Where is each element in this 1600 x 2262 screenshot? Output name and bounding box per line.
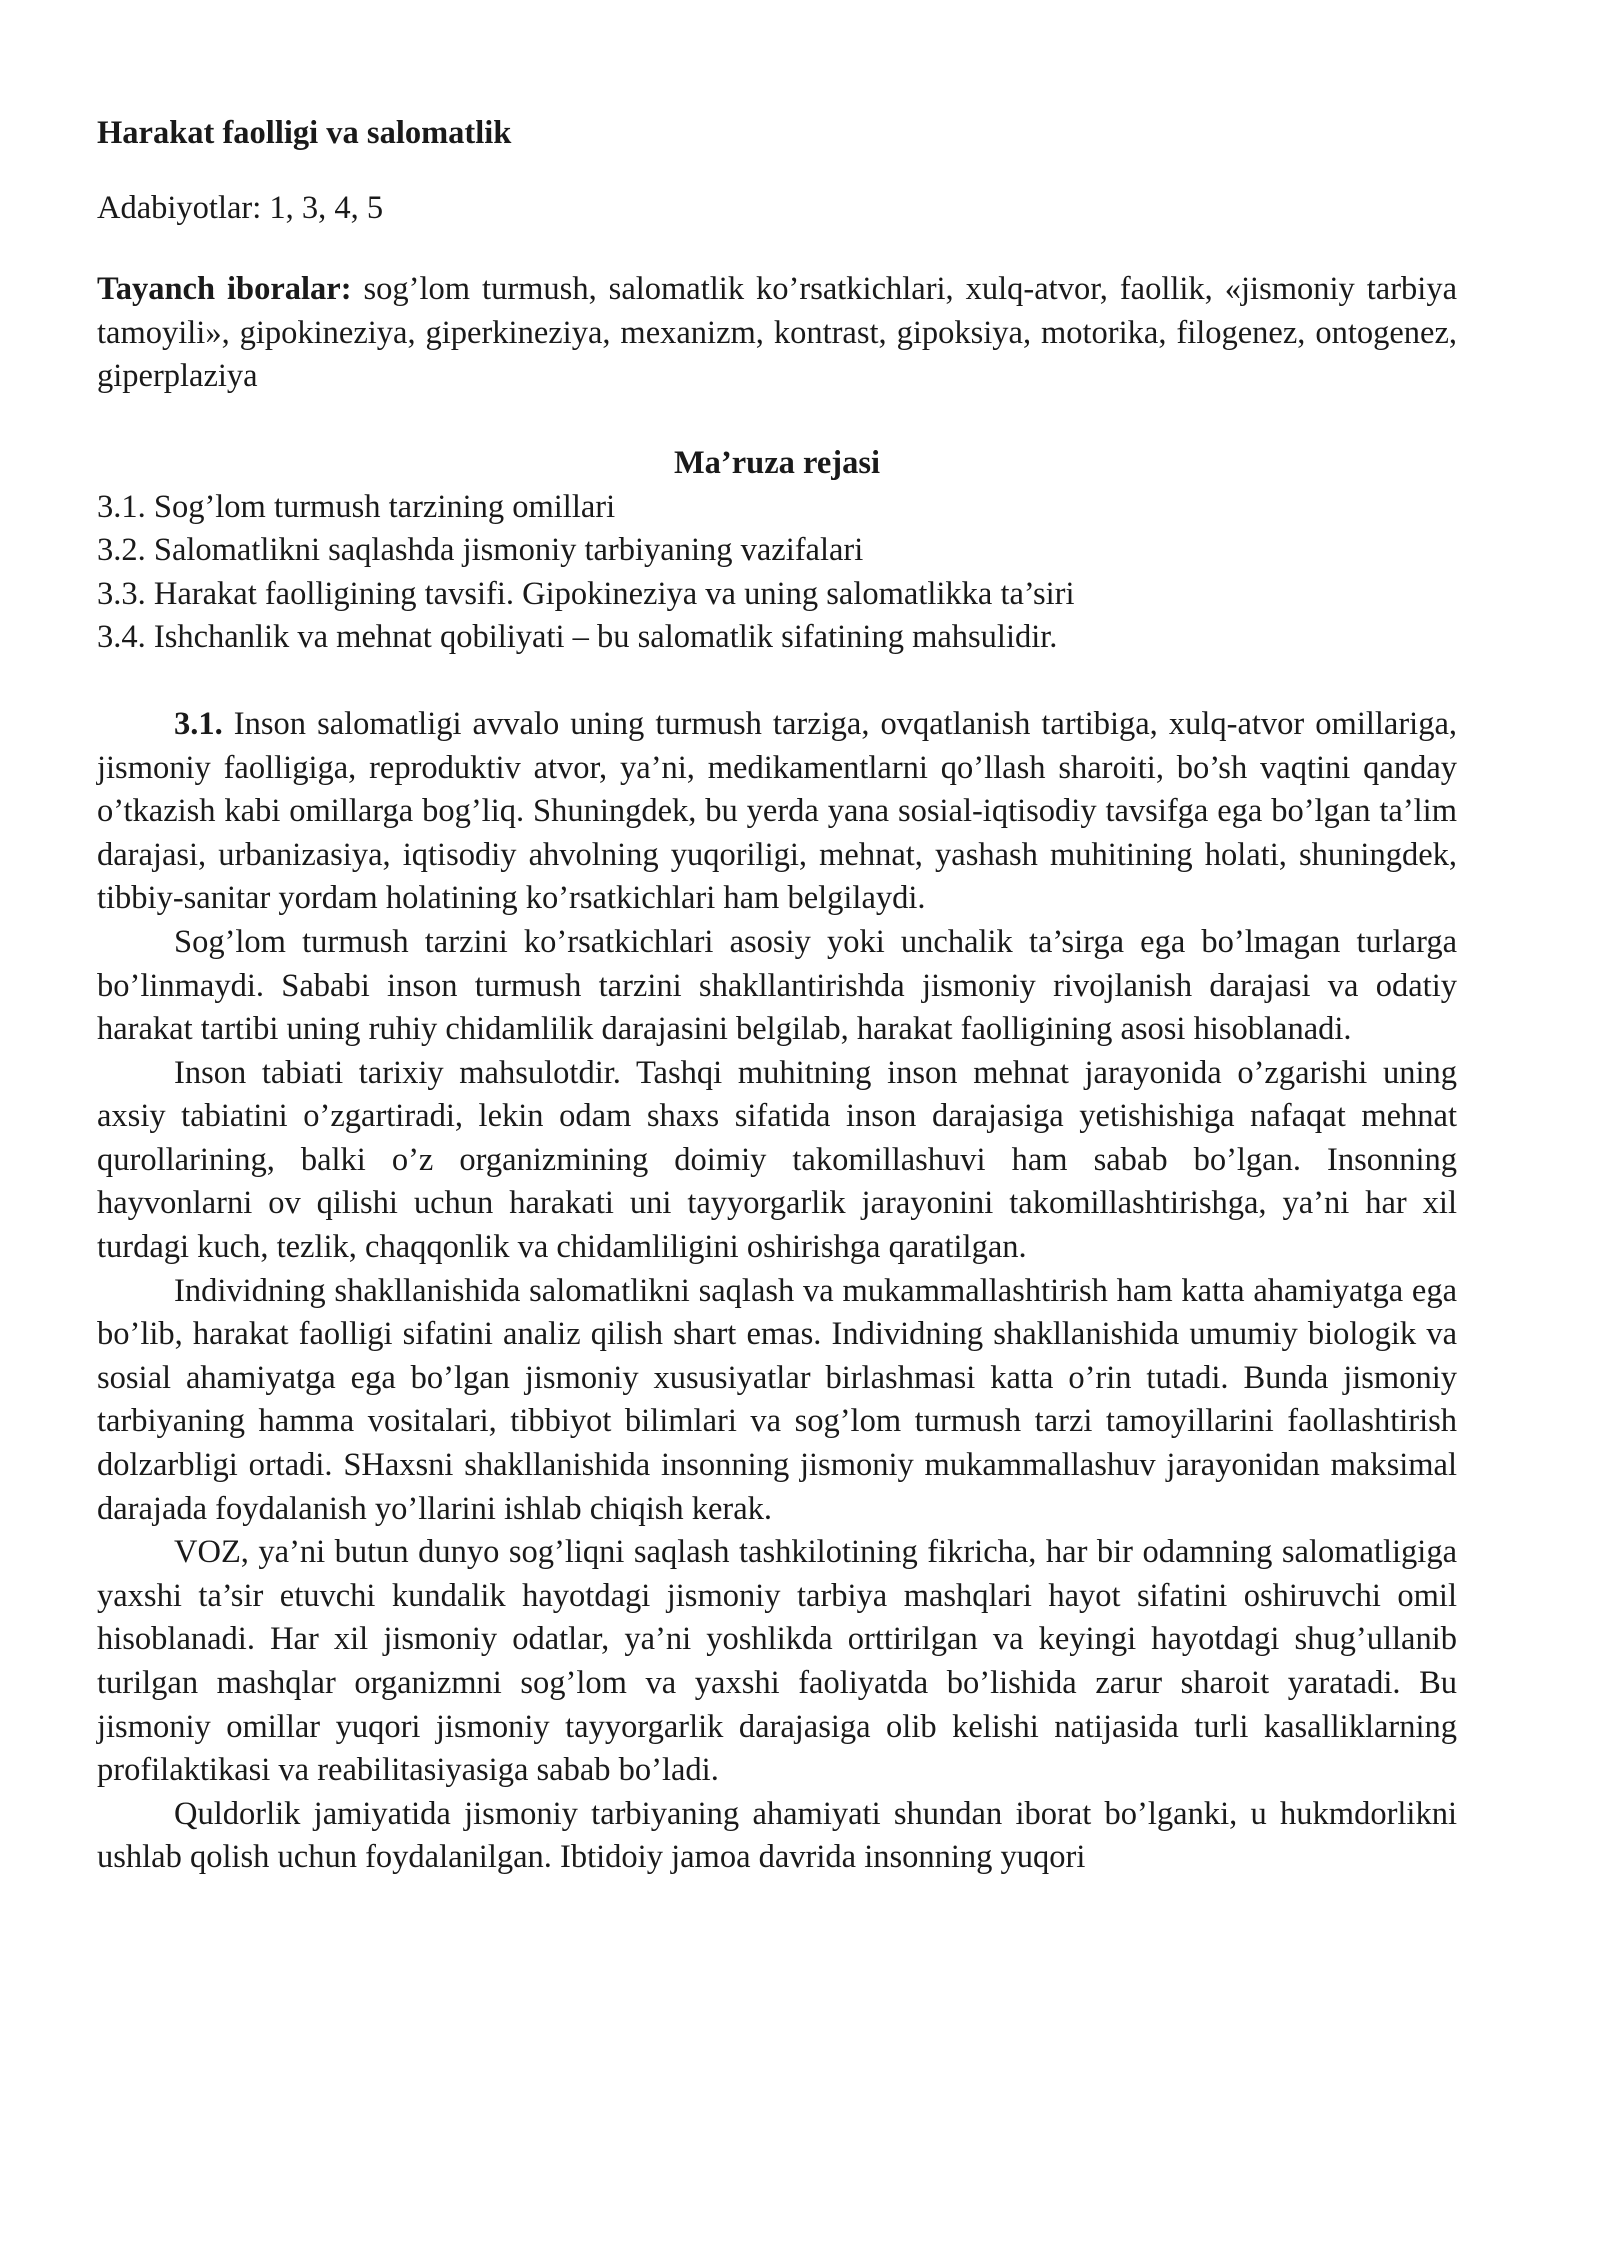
keywords-label: Tayanch iboralar: <box>97 271 352 308</box>
paragraph-text: Inson salomatligi avvalo uning turmush tarziga, ovqatlanish tartibiga, xulq-atvor omillariga, jismoniy faolligiga, reproduktiv atvor, ya’ni, medikamentlarni qo’llash sharoiti, bo’sh vaqtini qanday o’tkazish kabi omillarga bog’liq. Shuningdek, bu yerda yana sosial-iqtisodiy tavsifga ega bo’lgan ta’lim darajasi, urbanizasiya, iqtisodiy ahvolning yuqoriligi, mehnat, yashash muhitining holati, shuningdek, tibbiy-sanitar yordam holatining ko’rsatkichlari ham belgilaydi. <box>97 705 1457 917</box>
body-paragraph: Sog’lom turmush tarzini ko’rsatkichlari asosiy yoki unchalik ta’sirga ega bo’lmagan turlarga bo’linmaydi. Sababi inson turmush tarzini shakllantirishda jismoniy rivojlanish darajasi va odatiy harakat tartibi uning ruhiy chidamlilik darajasini belgilab, harakat faolligining asosi hisoblanadi. <box>97 923 1457 1048</box>
body-paragraph: Quldorlik jamiyatida jismoniy tarbiyaning ahamiyati shundan iborat bo’lganki, u hukmdorlikni ushlab qolish uchun foydalanilgan. Ibtidoiy jamoa davrida insonning yuqori <box>97 1795 1457 1876</box>
keywords-text: sog’lom turmush, salomatlik ko’rsatkichlari, xulq-atvor, faollik, «jismoniy tarbiya tamoyili», gipokineziya, giperkineziya, mexanizm, kontrast, gipoksiya, motorika, filogenez, ontogenez, giperplaziya <box>97 271 1457 395</box>
plan-item: 3.1. Sog’lom turmush tarzining omillari <box>97 488 616 525</box>
body-paragraph: Individning shakllanishida salomatlikni saqlash va mukammallashtirish ham katta ahamiyatga ega bo’lib, harakat faolligi sifatini analiz qilish shart emas. Individning shakllanishida umumiy biologik va sosial ahamiyatga ega bo’lgan jismoniy xususiyatlar birlashmasi katta o’rin tutadi. Bunda jismoniy tarbiyaning hamma vositalari, tibbiyot bilimlari va sog’lom turmush tarzi tamoyillarini faollashtirish dolzarbligi ortadi. SHaxsni shakllanishida insonning jismoniy mukammallashuv jarayonidan maksimal darajada foydalanish yo’llarini ishlab chiqish kerak. <box>97 1272 1457 1527</box>
plan-list <box>97 486 1457 660</box>
body-paragraph: Inson tabiati tarixiy mahsulotdir. Tashqi muhitning inson mehnat jarayonida o’zgarishi uning axsiy tabiatini o’zgartiradi, lekin odam shaxs sifatida inson darajasiga yetishishiga nafaqat mehnat qurollarining, balki o’z organizmining doimiy takomillashuvi ham sabab bo’lgan. Insonning hayvonlarni ov qilishi uchun harakati uni tayyorgarlik jarayonini takomillashtirishga, ya’ni har xil turdagi kuch, tezlik, chaqqonlik va chidamliligini oshirishga qaratilgan. <box>97 1054 1457 1266</box>
plan-item: 3.2. Salomatlikni saqlashda jismoniy tarbiyaning vazifalari <box>97 532 864 569</box>
references-line: Adabiyotlar: 1, 3, 4, 5 <box>97 189 384 226</box>
body-text <box>97 703 1457 1880</box>
document-title: Harakat faolligi va salomatlik <box>97 115 512 151</box>
plan-item: 3.4. Ishchanlik va mehnat qobiliyati – bu salomatlik sifatining mahsulidir. <box>97 619 1058 656</box>
body-paragraph <box>97 703 1457 921</box>
section-number: 3.1. <box>174 705 223 742</box>
keywords-paragraph <box>97 268 1457 399</box>
body-paragraph: VOZ, ya’ni butun dunyo sog’liqni saqlash tashkilotining fikricha, har bir odamning salomatligiga yaxshi ta’sir etuvchi kundalik hayotdagi jismoniy tarbiya mashqlari hayot sifatini oshiruvchi omil hisoblanadi. Har xil jismoniy odatlar, ya’ni yoshlikda orttirilgan va keyingi hayotdagi shug’ullanib turilgan mashqlar organizmni sog’lom va yaxshi faoliyatda bo’lishida zarur sharoit yaratadi. Bu jismoniy omillar yuqori jismoniy tayyorgarlik darajasiga olib kelishi natijasida turli kasalliklarning profilaktikasi va reabilitasiyasiga sabab bo’ladi. <box>97 1534 1457 1789</box>
plan-item: 3.3. Harakat faolligining tavsifi. Gipokineziya va uning salomatlikka ta’siri <box>97 575 1075 612</box>
plan-title: Ma’ruza rejasi <box>673 444 881 481</box>
